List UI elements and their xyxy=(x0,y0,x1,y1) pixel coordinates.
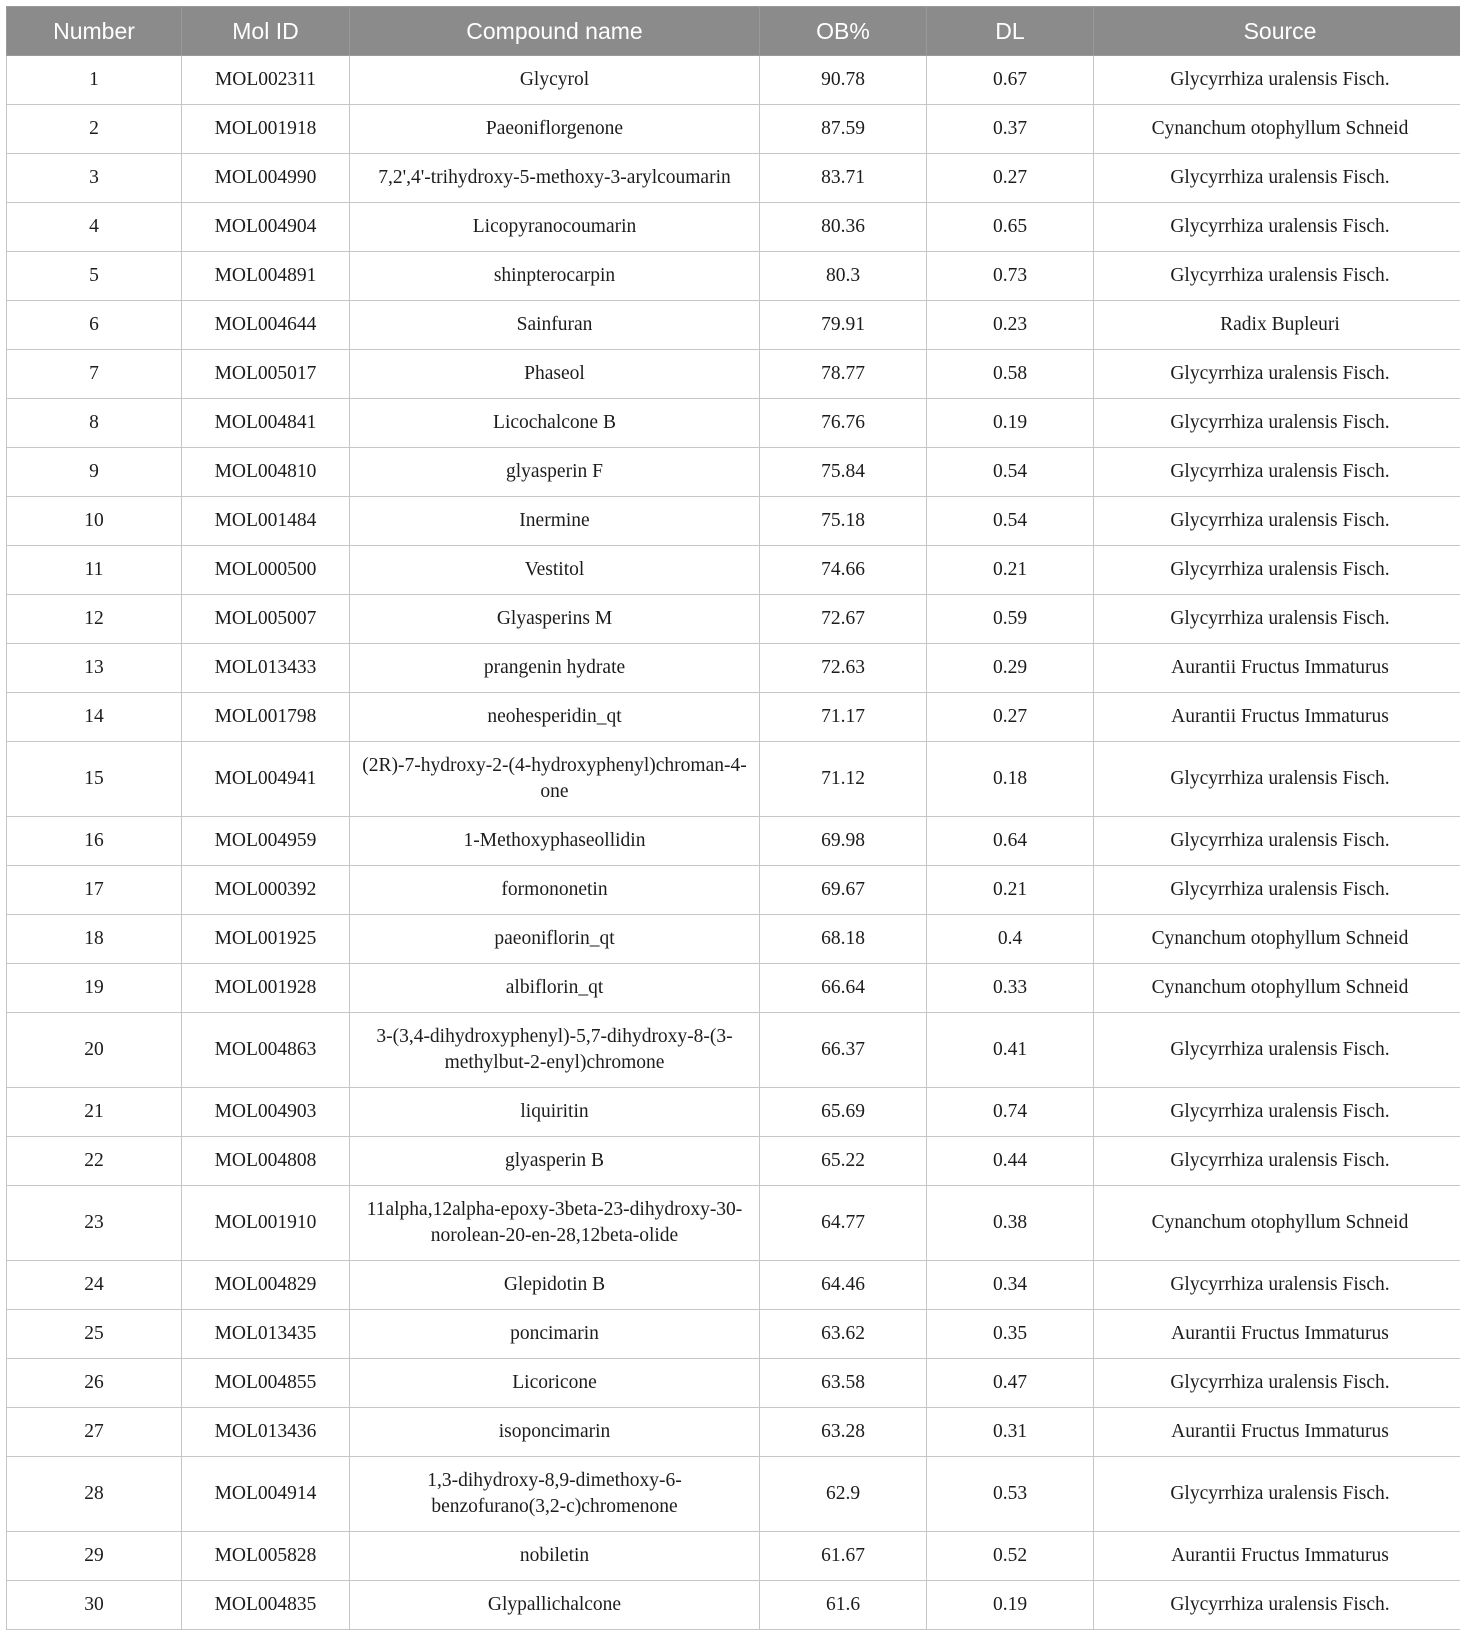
cell-number: 15 xyxy=(7,742,182,817)
cell-source: Glycyrrhiza uralensis Fisch. xyxy=(1094,154,1460,203)
cell-ob: 80.36 xyxy=(760,203,927,252)
cell-mol-id: MOL001928 xyxy=(182,964,350,1013)
cell-compound: Paeoniflorgenone xyxy=(350,105,760,154)
cell-dl: 0.21 xyxy=(927,866,1094,915)
cell-ob: 63.58 xyxy=(760,1359,927,1408)
cell-dl: 0.44 xyxy=(927,1137,1094,1186)
cell-dl: 0.37 xyxy=(927,105,1094,154)
cell-compound: glyasperin B xyxy=(350,1137,760,1186)
cell-dl: 0.53 xyxy=(927,1457,1094,1532)
cell-source: Glycyrrhiza uralensis Fisch. xyxy=(1094,56,1460,105)
cell-dl: 0.19 xyxy=(927,399,1094,448)
cell-source: Glycyrrhiza uralensis Fisch. xyxy=(1094,448,1460,497)
cell-compound: shinpterocarpin xyxy=(350,252,760,301)
cell-dl: 0.64 xyxy=(927,817,1094,866)
cell-source: Glycyrrhiza uralensis Fisch. xyxy=(1094,1581,1460,1630)
cell-number: 22 xyxy=(7,1137,182,1186)
cell-dl: 0.29 xyxy=(927,644,1094,693)
cell-source: Cynanchum otophyllum Schneid xyxy=(1094,964,1460,1013)
cell-ob: 61.67 xyxy=(760,1532,927,1581)
cell-source: Cynanchum otophyllum Schneid xyxy=(1094,1186,1460,1261)
cell-number: 7 xyxy=(7,350,182,399)
cell-ob: 71.17 xyxy=(760,693,927,742)
cell-compound: 11alpha,12alpha-epoxy-3beta-23-dihydroxy-30-norolean-20-en-28,12beta-olide xyxy=(350,1186,760,1261)
table-row xyxy=(7,1408,1460,1457)
table-row xyxy=(7,693,1460,742)
cell-dl: 0.23 xyxy=(927,301,1094,350)
cell-mol-id: MOL004810 xyxy=(182,448,350,497)
cell-number: 4 xyxy=(7,203,182,252)
table-row xyxy=(7,1088,1460,1137)
table-row xyxy=(7,817,1460,866)
cell-compound: isoponcimarin xyxy=(350,1408,760,1457)
cell-compound: Licochalcone B xyxy=(350,399,760,448)
cell-number: 13 xyxy=(7,644,182,693)
cell-source: Cynanchum otophyllum Schneid xyxy=(1094,915,1460,964)
cell-number: 8 xyxy=(7,399,182,448)
cell-dl: 0.73 xyxy=(927,252,1094,301)
table-row xyxy=(7,1457,1460,1532)
cell-number: 30 xyxy=(7,1581,182,1630)
cell-ob: 69.98 xyxy=(760,817,927,866)
cell-source: Glycyrrhiza uralensis Fisch. xyxy=(1094,1088,1460,1137)
cell-compound: formononetin xyxy=(350,866,760,915)
cell-compound: 1-Methoxyphaseollidin xyxy=(350,817,760,866)
cell-source: Glycyrrhiza uralensis Fisch. xyxy=(1094,399,1460,448)
cell-number: 17 xyxy=(7,866,182,915)
cell-source: Glycyrrhiza uralensis Fisch. xyxy=(1094,595,1460,644)
cell-ob: 66.37 xyxy=(760,1013,927,1088)
cell-source: Aurantii Fructus Immaturus xyxy=(1094,644,1460,693)
cell-source: Glycyrrhiza uralensis Fisch. xyxy=(1094,1359,1460,1408)
cell-compound: 7,2',4'-trihydroxy-5-methoxy-3-arylcoumarin xyxy=(350,154,760,203)
cell-source: Glycyrrhiza uralensis Fisch. xyxy=(1094,1457,1460,1532)
cell-dl: 0.27 xyxy=(927,693,1094,742)
cell-mol-id: MOL001918 xyxy=(182,105,350,154)
cell-ob: 66.64 xyxy=(760,964,927,1013)
table-row xyxy=(7,1261,1460,1310)
table-row xyxy=(7,203,1460,252)
table-row xyxy=(7,964,1460,1013)
column-header-mol-id: Mol ID xyxy=(182,7,350,56)
cell-compound: poncimarin xyxy=(350,1310,760,1359)
cell-ob: 68.18 xyxy=(760,915,927,964)
cell-dl: 0.19 xyxy=(927,1581,1094,1630)
cell-number: 20 xyxy=(7,1013,182,1088)
cell-compound: Glypallichalcone xyxy=(350,1581,760,1630)
table-row xyxy=(7,1137,1460,1186)
table-row xyxy=(7,301,1460,350)
cell-ob: 63.28 xyxy=(760,1408,927,1457)
cell-compound: Glyasperins M xyxy=(350,595,760,644)
table-row xyxy=(7,1359,1460,1408)
cell-ob: 80.3 xyxy=(760,252,927,301)
cell-dl: 0.47 xyxy=(927,1359,1094,1408)
table-row xyxy=(7,595,1460,644)
cell-source: Glycyrrhiza uralensis Fisch. xyxy=(1094,546,1460,595)
table-row xyxy=(7,1186,1460,1261)
table-row xyxy=(7,915,1460,964)
cell-compound: neohesperidin_qt xyxy=(350,693,760,742)
table-row xyxy=(7,399,1460,448)
cell-ob: 61.6 xyxy=(760,1581,927,1630)
cell-source: Glycyrrhiza uralensis Fisch. xyxy=(1094,252,1460,301)
cell-compound: Glepidotin B xyxy=(350,1261,760,1310)
cell-compound: paeoniflorin_qt xyxy=(350,915,760,964)
table-body xyxy=(7,56,1460,1630)
cell-number: 3 xyxy=(7,154,182,203)
cell-number: 12 xyxy=(7,595,182,644)
cell-ob: 62.9 xyxy=(760,1457,927,1532)
cell-compound: Licopyranocoumarin xyxy=(350,203,760,252)
cell-ob: 90.78 xyxy=(760,56,927,105)
cell-mol-id: MOL004959 xyxy=(182,817,350,866)
cell-dl: 0.54 xyxy=(927,448,1094,497)
cell-mol-id: MOL004829 xyxy=(182,1261,350,1310)
cell-ob: 75.18 xyxy=(760,497,927,546)
cell-mol-id: MOL004891 xyxy=(182,252,350,301)
cell-source: Glycyrrhiza uralensis Fisch. xyxy=(1094,203,1460,252)
cell-number: 14 xyxy=(7,693,182,742)
cell-number: 23 xyxy=(7,1186,182,1261)
cell-mol-id: MOL013435 xyxy=(182,1310,350,1359)
cell-dl: 0.58 xyxy=(927,350,1094,399)
cell-compound: Vestitol xyxy=(350,546,760,595)
cell-dl: 0.18 xyxy=(927,742,1094,817)
cell-dl: 0.65 xyxy=(927,203,1094,252)
cell-dl: 0.27 xyxy=(927,154,1094,203)
cell-dl: 0.33 xyxy=(927,964,1094,1013)
cell-mol-id: MOL001484 xyxy=(182,497,350,546)
cell-dl: 0.74 xyxy=(927,1088,1094,1137)
cell-source: Glycyrrhiza uralensis Fisch. xyxy=(1094,350,1460,399)
cell-dl: 0.59 xyxy=(927,595,1094,644)
cell-mol-id: MOL001798 xyxy=(182,693,350,742)
cell-mol-id: MOL004941 xyxy=(182,742,350,817)
compound-table xyxy=(6,6,1460,1630)
cell-mol-id: MOL013433 xyxy=(182,644,350,693)
cell-compound: glyasperin F xyxy=(350,448,760,497)
cell-compound: liquiritin xyxy=(350,1088,760,1137)
cell-number: 18 xyxy=(7,915,182,964)
table-row xyxy=(7,56,1460,105)
cell-number: 2 xyxy=(7,105,182,154)
cell-mol-id: MOL004644 xyxy=(182,301,350,350)
table-row xyxy=(7,1013,1460,1088)
cell-mol-id: MOL013436 xyxy=(182,1408,350,1457)
table-row xyxy=(7,252,1460,301)
cell-number: 6 xyxy=(7,301,182,350)
cell-mol-id: MOL004841 xyxy=(182,399,350,448)
cell-number: 1 xyxy=(7,56,182,105)
table-row xyxy=(7,546,1460,595)
cell-mol-id: MOL004808 xyxy=(182,1137,350,1186)
cell-dl: 0.67 xyxy=(927,56,1094,105)
cell-mol-id: MOL004863 xyxy=(182,1013,350,1088)
cell-mol-id: MOL004904 xyxy=(182,203,350,252)
cell-mol-id: MOL004990 xyxy=(182,154,350,203)
cell-mol-id: MOL004903 xyxy=(182,1088,350,1137)
cell-dl: 0.4 xyxy=(927,915,1094,964)
cell-compound: Sainfuran xyxy=(350,301,760,350)
cell-source: Glycyrrhiza uralensis Fisch. xyxy=(1094,742,1460,817)
table-row xyxy=(7,1532,1460,1581)
cell-dl: 0.31 xyxy=(927,1408,1094,1457)
cell-ob: 76.76 xyxy=(760,399,927,448)
cell-source: Aurantii Fructus Immaturus xyxy=(1094,693,1460,742)
cell-mol-id: MOL004855 xyxy=(182,1359,350,1408)
cell-mol-id: MOL002311 xyxy=(182,56,350,105)
table-row xyxy=(7,154,1460,203)
cell-compound: 3-(3,4-dihydroxyphenyl)-5,7-dihydroxy-8-(3-methylbut-2-enyl)chromone xyxy=(350,1013,760,1088)
cell-compound: prangenin hydrate xyxy=(350,644,760,693)
cell-ob: 83.71 xyxy=(760,154,927,203)
cell-source: Aurantii Fructus Immaturus xyxy=(1094,1310,1460,1359)
table-row xyxy=(7,448,1460,497)
cell-ob: 74.66 xyxy=(760,546,927,595)
cell-mol-id: MOL000392 xyxy=(182,866,350,915)
cell-dl: 0.52 xyxy=(927,1532,1094,1581)
cell-number: 24 xyxy=(7,1261,182,1310)
cell-compound: Glycyrol xyxy=(350,56,760,105)
cell-ob: 87.59 xyxy=(760,105,927,154)
cell-number: 11 xyxy=(7,546,182,595)
column-header-source: Source xyxy=(1094,7,1460,56)
cell-ob: 64.77 xyxy=(760,1186,927,1261)
cell-compound: albiflorin_qt xyxy=(350,964,760,1013)
table-row xyxy=(7,350,1460,399)
cell-source: Glycyrrhiza uralensis Fisch. xyxy=(1094,1137,1460,1186)
cell-source: Cynanchum otophyllum Schneid xyxy=(1094,105,1460,154)
cell-number: 29 xyxy=(7,1532,182,1581)
cell-number: 10 xyxy=(7,497,182,546)
cell-source: Glycyrrhiza uralensis Fisch. xyxy=(1094,1013,1460,1088)
cell-source: Aurantii Fructus Immaturus xyxy=(1094,1532,1460,1581)
cell-dl: 0.35 xyxy=(927,1310,1094,1359)
cell-source: Glycyrrhiza uralensis Fisch. xyxy=(1094,866,1460,915)
cell-compound: Phaseol xyxy=(350,350,760,399)
cell-mol-id: MOL004914 xyxy=(182,1457,350,1532)
cell-number: 21 xyxy=(7,1088,182,1137)
cell-number: 9 xyxy=(7,448,182,497)
cell-compound: Inermine xyxy=(350,497,760,546)
cell-source: Radix Bupleuri xyxy=(1094,301,1460,350)
cell-mol-id: MOL005007 xyxy=(182,595,350,644)
cell-ob: 79.91 xyxy=(760,301,927,350)
cell-compound: nobiletin xyxy=(350,1532,760,1581)
cell-ob: 72.63 xyxy=(760,644,927,693)
cell-mol-id: MOL001910 xyxy=(182,1186,350,1261)
column-header-dl: DL xyxy=(927,7,1094,56)
cell-ob: 72.67 xyxy=(760,595,927,644)
table-row xyxy=(7,1581,1460,1630)
cell-number: 28 xyxy=(7,1457,182,1532)
cell-number: 19 xyxy=(7,964,182,1013)
cell-dl: 0.34 xyxy=(927,1261,1094,1310)
cell-mol-id: MOL005828 xyxy=(182,1532,350,1581)
cell-mol-id: MOL001925 xyxy=(182,915,350,964)
table-row xyxy=(7,497,1460,546)
cell-source: Glycyrrhiza uralensis Fisch. xyxy=(1094,817,1460,866)
cell-ob: 63.62 xyxy=(760,1310,927,1359)
cell-compound: (2R)-7-hydroxy-2-(4-hydroxyphenyl)chroman-4-one xyxy=(350,742,760,817)
cell-ob: 64.46 xyxy=(760,1261,927,1310)
cell-number: 26 xyxy=(7,1359,182,1408)
cell-compound: Licoricone xyxy=(350,1359,760,1408)
table-header-row xyxy=(7,7,1460,56)
cell-dl: 0.41 xyxy=(927,1013,1094,1088)
cell-mol-id: MOL005017 xyxy=(182,350,350,399)
cell-mol-id: MOL004835 xyxy=(182,1581,350,1630)
column-header-number: Number xyxy=(7,7,182,56)
cell-number: 25 xyxy=(7,1310,182,1359)
cell-dl: 0.38 xyxy=(927,1186,1094,1261)
cell-number: 16 xyxy=(7,817,182,866)
cell-ob: 65.22 xyxy=(760,1137,927,1186)
cell-number: 5 xyxy=(7,252,182,301)
cell-ob: 78.77 xyxy=(760,350,927,399)
cell-number: 27 xyxy=(7,1408,182,1457)
cell-ob: 65.69 xyxy=(760,1088,927,1137)
column-header-ob-percent: OB% xyxy=(760,7,927,56)
cell-source: Glycyrrhiza uralensis Fisch. xyxy=(1094,497,1460,546)
table-row xyxy=(7,644,1460,693)
table-row xyxy=(7,105,1460,154)
cell-compound: 1,3-dihydroxy-8,9-dimethoxy-6-benzofurano(3,2-c)chromenone xyxy=(350,1457,760,1532)
cell-dl: 0.21 xyxy=(927,546,1094,595)
cell-ob: 69.67 xyxy=(760,866,927,915)
table-row xyxy=(7,742,1460,817)
table-row xyxy=(7,1310,1460,1359)
cell-ob: 71.12 xyxy=(760,742,927,817)
cell-ob: 75.84 xyxy=(760,448,927,497)
cell-source: Aurantii Fructus Immaturus xyxy=(1094,1408,1460,1457)
column-header-compound-name: Compound name xyxy=(350,7,760,56)
cell-source: Glycyrrhiza uralensis Fisch. xyxy=(1094,1261,1460,1310)
table-row xyxy=(7,866,1460,915)
cell-dl: 0.54 xyxy=(927,497,1094,546)
cell-mol-id: MOL000500 xyxy=(182,546,350,595)
